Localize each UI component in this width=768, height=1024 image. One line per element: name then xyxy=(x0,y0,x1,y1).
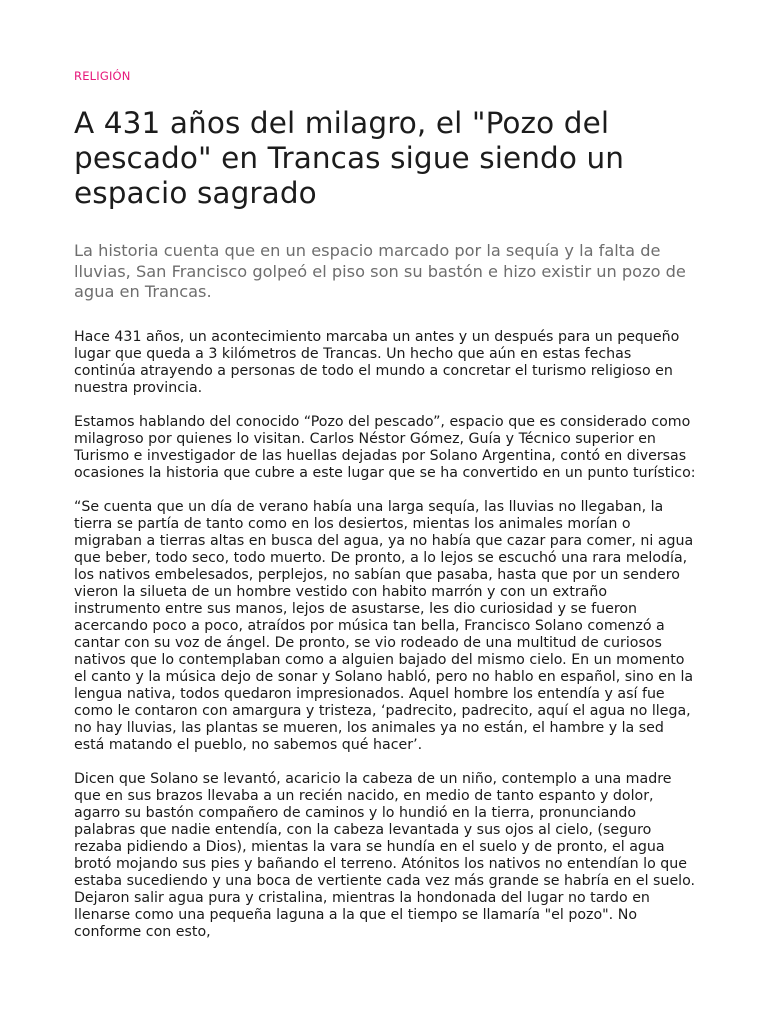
section-label[interactable]: RELIGIÓN xyxy=(74,69,131,83)
body-paragraph: Estamos hablando del conocido “Pozo del pescado”, espacio que es considerado como milagroso por quienes lo visitan. Carlos Néstor Gómez, Guía y Técnico superior en Turismo e investigador de las huellas dejadas por Solano Argentina, contó en diversas ocasiones la historia que cubre a este lugar que se ha convertido en un punto turístico: xyxy=(74,413,696,481)
article-lead: La historia cuenta que en un espacio marcado por la sequía y la falta de lluvias, San Francisco golpeó el piso son su bastón e hizo existir un pozo de agua en Trancas. xyxy=(74,241,686,301)
article-title: A 431 años del milagro, el "Pozo del pescado" en Trancas sigue siendo un espacio sagrado xyxy=(74,106,625,210)
body-paragraph: Dicen que Solano se levantó, acaricio la cabeza de un niño, contemplo a una madre que en sus brazos llevaba a un recién nacido, en medio de tanto espanto y dolor, agarro su bastón compañero de caminos y lo hundió en la tierra, pronunciando palabras que nadie entendía, con la cabeza levantada y sus ojos al cielo, (seguro rezaba pidiendo a Dios), mientas la vara se hundía en el suelo y de pronto, el agua brotó mojando sus pies y bañando el terreno. Atónitos los nativos no entendían lo que estaba sucediendo y una boca de vertiente cada vez más grande se habría en el suelo. Dejaron salir agua pura y cristalina, mientras la hondonada del lugar no tardo en llenarse como una pequeña laguna a la que el tiempo se llamaría "el pozo". No conforme con esto, xyxy=(74,770,696,940)
body-paragraph: “Se cuenta que un día de verano había una larga sequía, las lluvias no llegaban, la tierra se partía de tanto como en los desiertos, mientas los animales morían o migraban a tierras altas en busca del agua, ya no había que cazar para comer, ni agua que beber, todo seco, todo muerto. De pronto, a lo lejos se escuchó una rara melodía, los nativos embelesados, perplejos, no sabían que pasaba, hasta que por un sendero vieron la silueta de un hombre vestido con habito marrón y con un extraño instrumento entre sus manos, lejos de asustarse, les dio curiosidad y se fueron acercando poco a poco, atraídos por música tan bella, Francisco Solano comenzó a cantar con su voz de ángel. De pronto, se vio rodeado de una multitud de curiosos nativos que lo contemplaban como a alguien bajado del mismo cielo. En un momento el canto y la música dejo de sonar y Solano habló, pero no hablo en español, sino en la lengua nativa, todos quedaron impresionados. Aquel hombre los entendía y así fue como le contaron con amargura y tristeza, ‘padrecito, padrecito, aquí el agua no llega, no hay lluvias, las plantas se mueren, los animales ya no están, el hambre y la sed está matando el pueblo, no sabemos qué hacer’. xyxy=(74,498,694,753)
body-paragraph: Hace 431 años, un acontecimiento marcaba un antes y un después para un pequeño lugar que queda a 3 kilómetros de Trancas. Un hecho que aún en estas fechas continúa atrayendo a personas de todo el mundo a concretar el turismo religioso en nuestra provincia. xyxy=(74,328,680,396)
article-body xyxy=(74,329,696,941)
